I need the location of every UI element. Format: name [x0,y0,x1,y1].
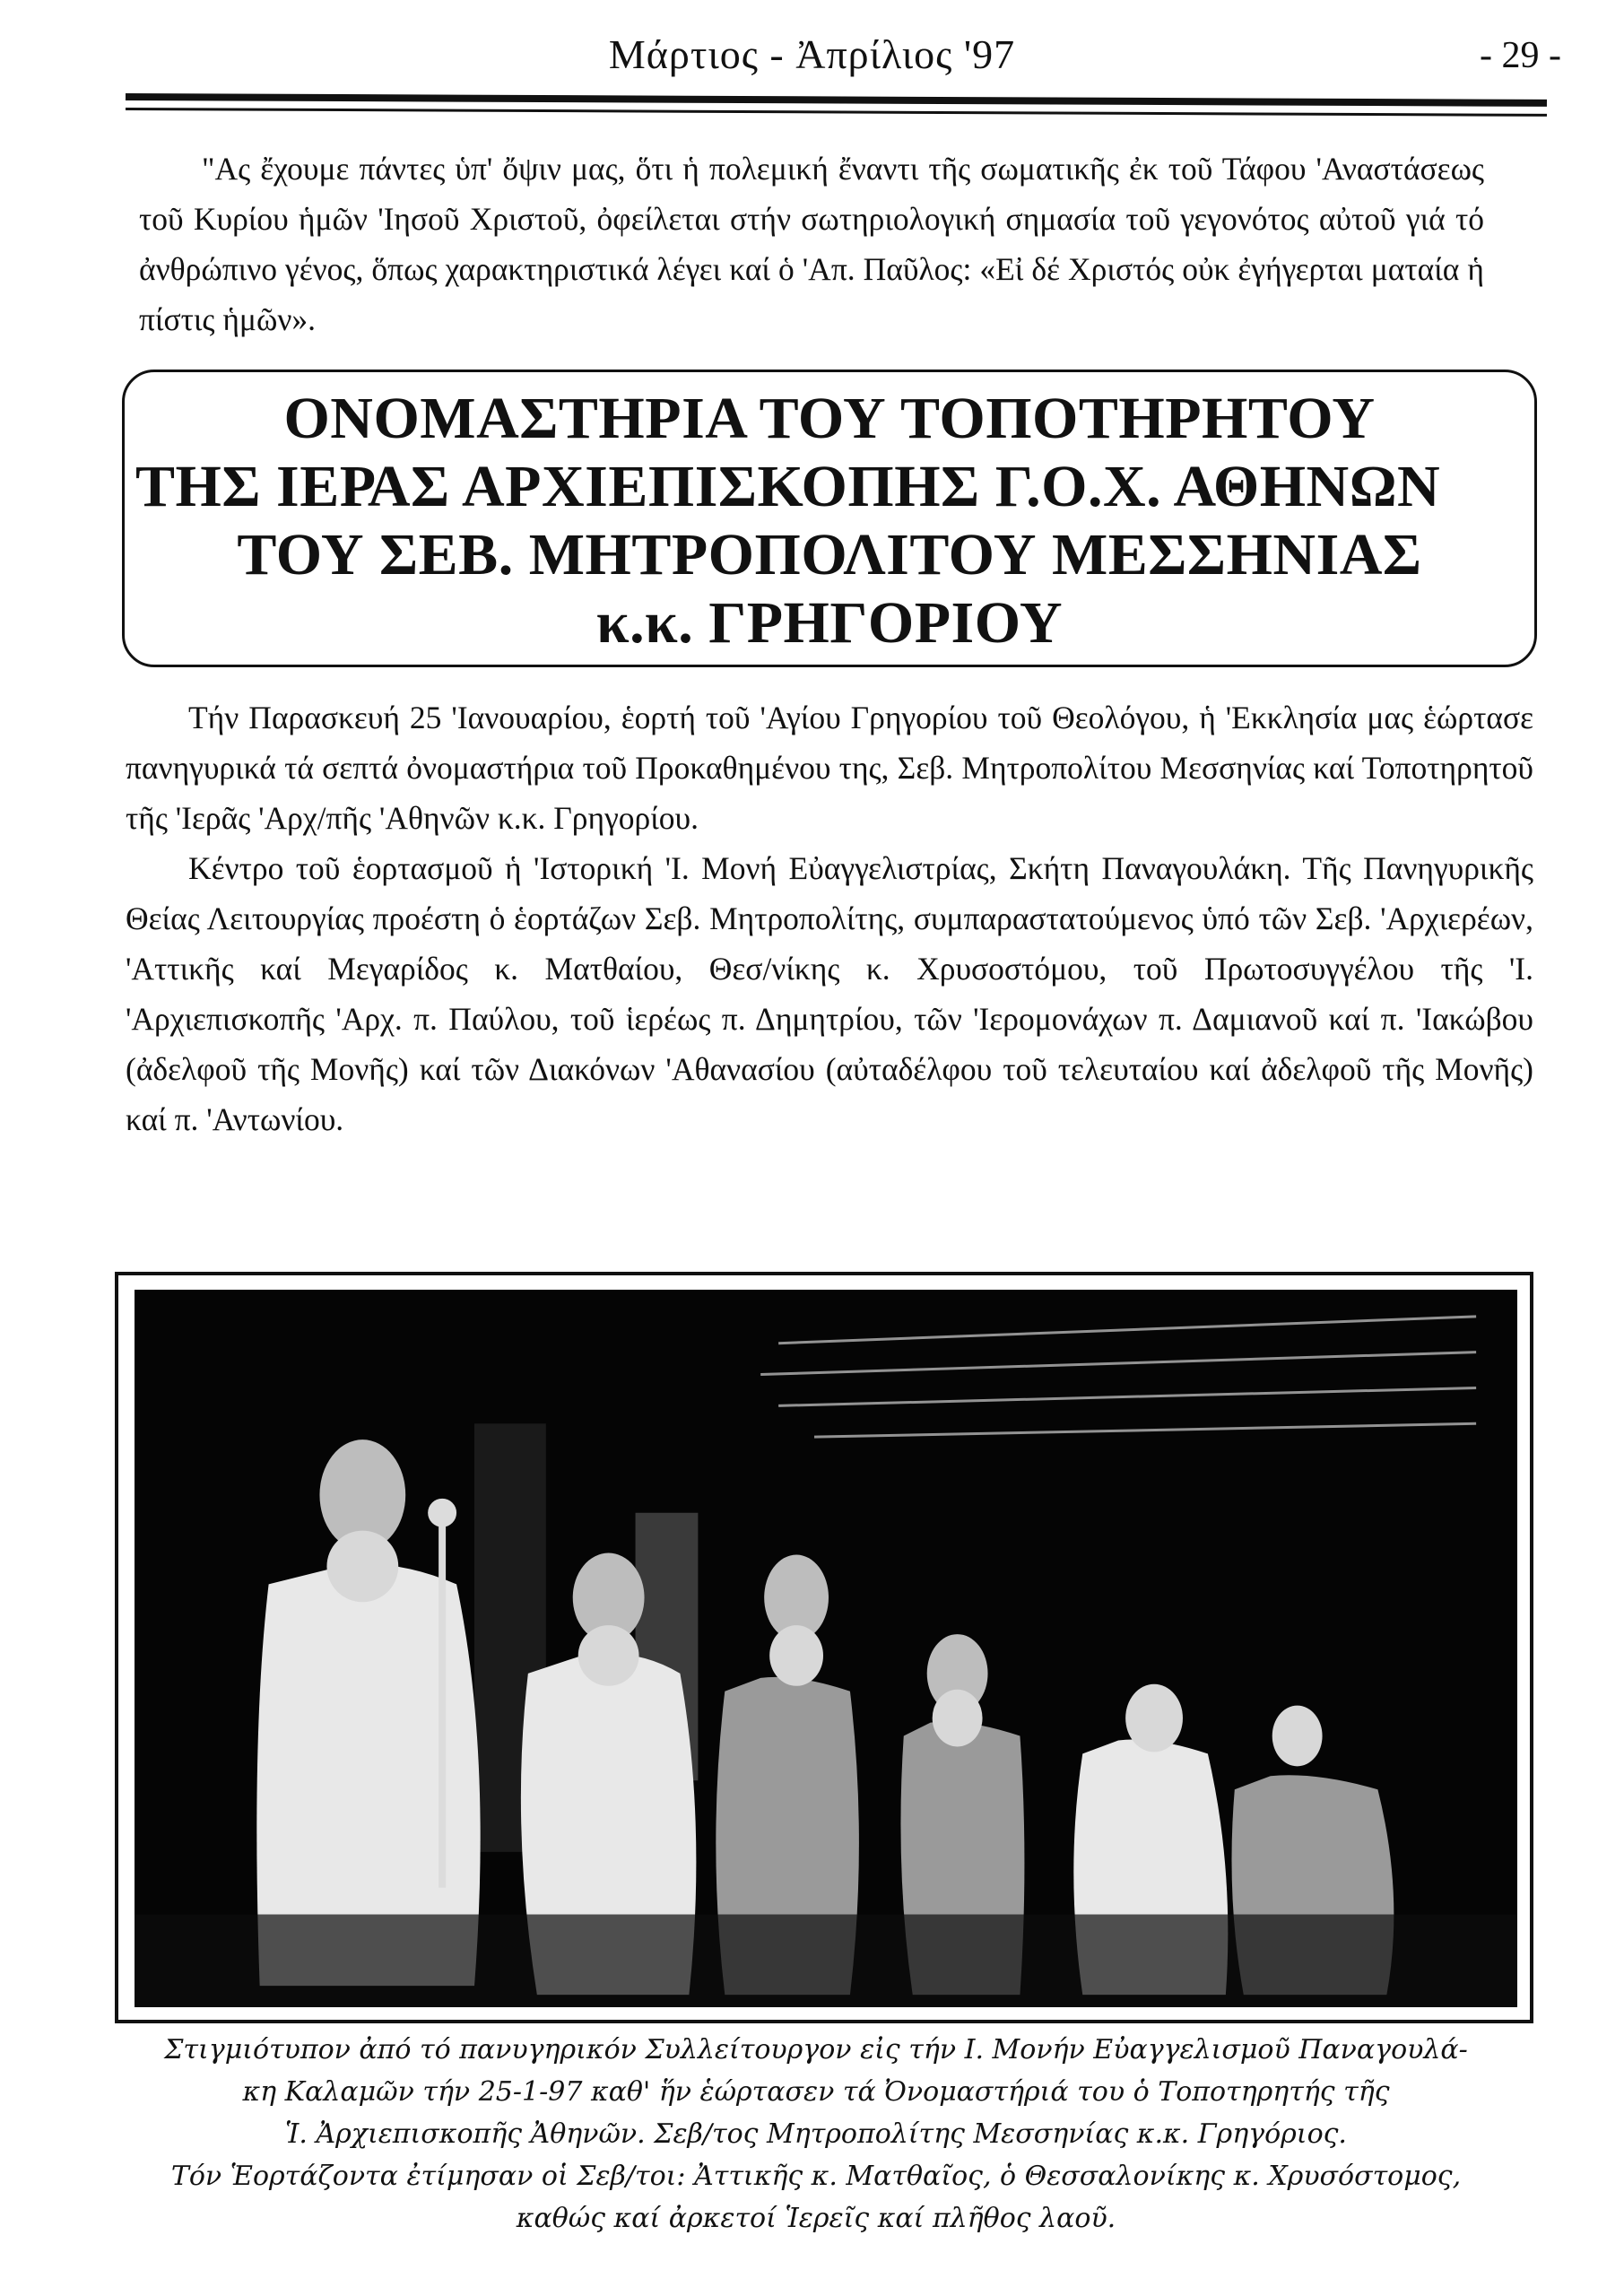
page-number: - 29 - [1480,35,1561,76]
headline [125,385,1534,657]
photo-caption [54,2029,1578,2239]
caption-line: Τόν Ἑορτάζοντα ἐτίμησαν οἱ Σεβ/τοι: Ἀττικῆς κ. Ματθαῖος, ὁ Θεσσαλονίκης κ. Χρυσόστομος, [170,2161,1462,2192]
caption-line: κη Καλαμῶν τήν 25-1-97 καθ' ἥν ἑώρτασεν τά Ὀνομαστήριά του ὁ Τοποτηρητής τῆς [242,2076,1390,2108]
headline-line: ΤΟΥ ΣΕΒ. ΜΗΤΡΟΠΟΛΙΤΟΥ ΜΕΣΣΗΝΙΑΣ [237,522,1422,587]
running-title: Μάρτιος - Ἀπρίλιος '97 [608,31,1016,77]
clergy-group-photo [135,1290,1517,2007]
intro-paragraph-text: "Ας ἔχουμε πάντες ὑπ' ὄψιν μας, ὅτι ἡ πολεμική ἔναντι τῆς σωματικῆς ἐκ τοῦ Τάφου 'Αναστάσεως τοῦ Κυρίου ἡμῶν 'Ιησοῦ Χριστοῦ, ὀφείλεται στήν σωτηριολογική σημασία τοῦ γεγονότος αὐτοῦ γιά τό ἀνθρώπινο γένος, ὅπως χαρακτηριστικά λέγει καί ὁ 'Απ. Παῦλος: «Εἰ δέ Χριστός οὐκ ἐγήγερται ματαία ἡ πίστις ἡμῶν». [139,151,1484,337]
headline-line: ΟΝΟΜΑΣΤΗΡΙΑ ΤΟΥ ΤΟΠΟΤΗΡΗΤΟΥ [283,386,1376,451]
body-paragraph: Τήν Παρασκευή 25 'Ιανουαρίου, ἑορτή τοῦ 'Αγίου Γρηγορίου τοῦ Θεολόγου, ἡ 'Εκκλησία μας ἑώρτασε πανηγυρικά τά σεπτά ὀνομαστήρια τοῦ Προκαθημένου της, Σεβ. Μητροπολίτου Μεσσηνίας καί Τοποτηρητοῦ τῆς 'Ιερᾶς 'Αρχ/πῆς 'Αθηνῶν κ.κ. Γρηγορίου. [126,700,1533,836]
header-rule-thin [126,108,1547,117]
photo-illustration [135,1290,1517,2007]
headline-box [122,370,1537,667]
caption-line: Ἱ. Ἀρχιεπισκοπῆς Ἀθηνῶν. Σεβ/τος Μητροπολίτης Μεσσηνίας κ.κ. Γρηγόριος. [285,2118,1347,2150]
header-rule-thick [126,93,1547,107]
headline-line: ΤΗΣ ΙΕΡΑΣ ΑΡΧΙΕΠΙΣΚΟΠΗΣ Γ.Ο.Χ. ΑΘΗΝΩΝ [135,454,1441,519]
body-paragraph: Κέντρο τοῦ ἑορτασμοῦ ἡ 'Ιστορική 'Ι. Μονή Εὐαγγελιστρίας, Σκήτη Παναγουλάκη. Τῆς Πανηγυρικῆς Θείας Λειτουργίας προέστη ὁ ἑορτάζων Σεβ. Μητροπολίτης, συμπαραστατούμενος ὑπό τῶν Σεβ. 'Αρχιερέων, 'Αττικῆς καί Μεγαρίδος κ. Ματθαίου, Θεσ/νίκης κ. Χρυσοστόμου, τοῦ Πρωτοσυγγέλου τῆς 'Ι. 'Αρχιεπισκοπῆς 'Αρχ. π. Παύλου, τοῦ ἱερέως π. Δημητρίου, τῶν 'Ιερομονάχων π. Δαμιανοῦ καί π. 'Ιακώβου (ἀδελφοῦ τῆς Μονῆς) καί τῶν Διακόνων 'Αθανασίου (αὐταδέλφου τοῦ τελευταίου καί ἀδελφοῦ τῆς Μονῆς) καί π. 'Αντωνίου. [126,850,1533,1137]
headline-line: κ.κ. ΓΡΗΓΟΡΙΟΥ [595,590,1064,656]
article-body [126,692,1533,1144]
intro-paragraph [139,144,1484,344]
caption-line: καθώς καί ἀρκετοί Ἱερεῖς καί πλῆθος λαοῦ. [516,2203,1116,2234]
caption-line: Στιγμιότυπον ἀπό τό πανυγηρικόν Συλλείτουργον εἰς τήν Ι. Μονήν Εὐαγγελισμοῦ Παναγουλά- [164,2034,1468,2066]
running-header [0,30,1624,84]
photo-frame [115,1272,1533,2023]
